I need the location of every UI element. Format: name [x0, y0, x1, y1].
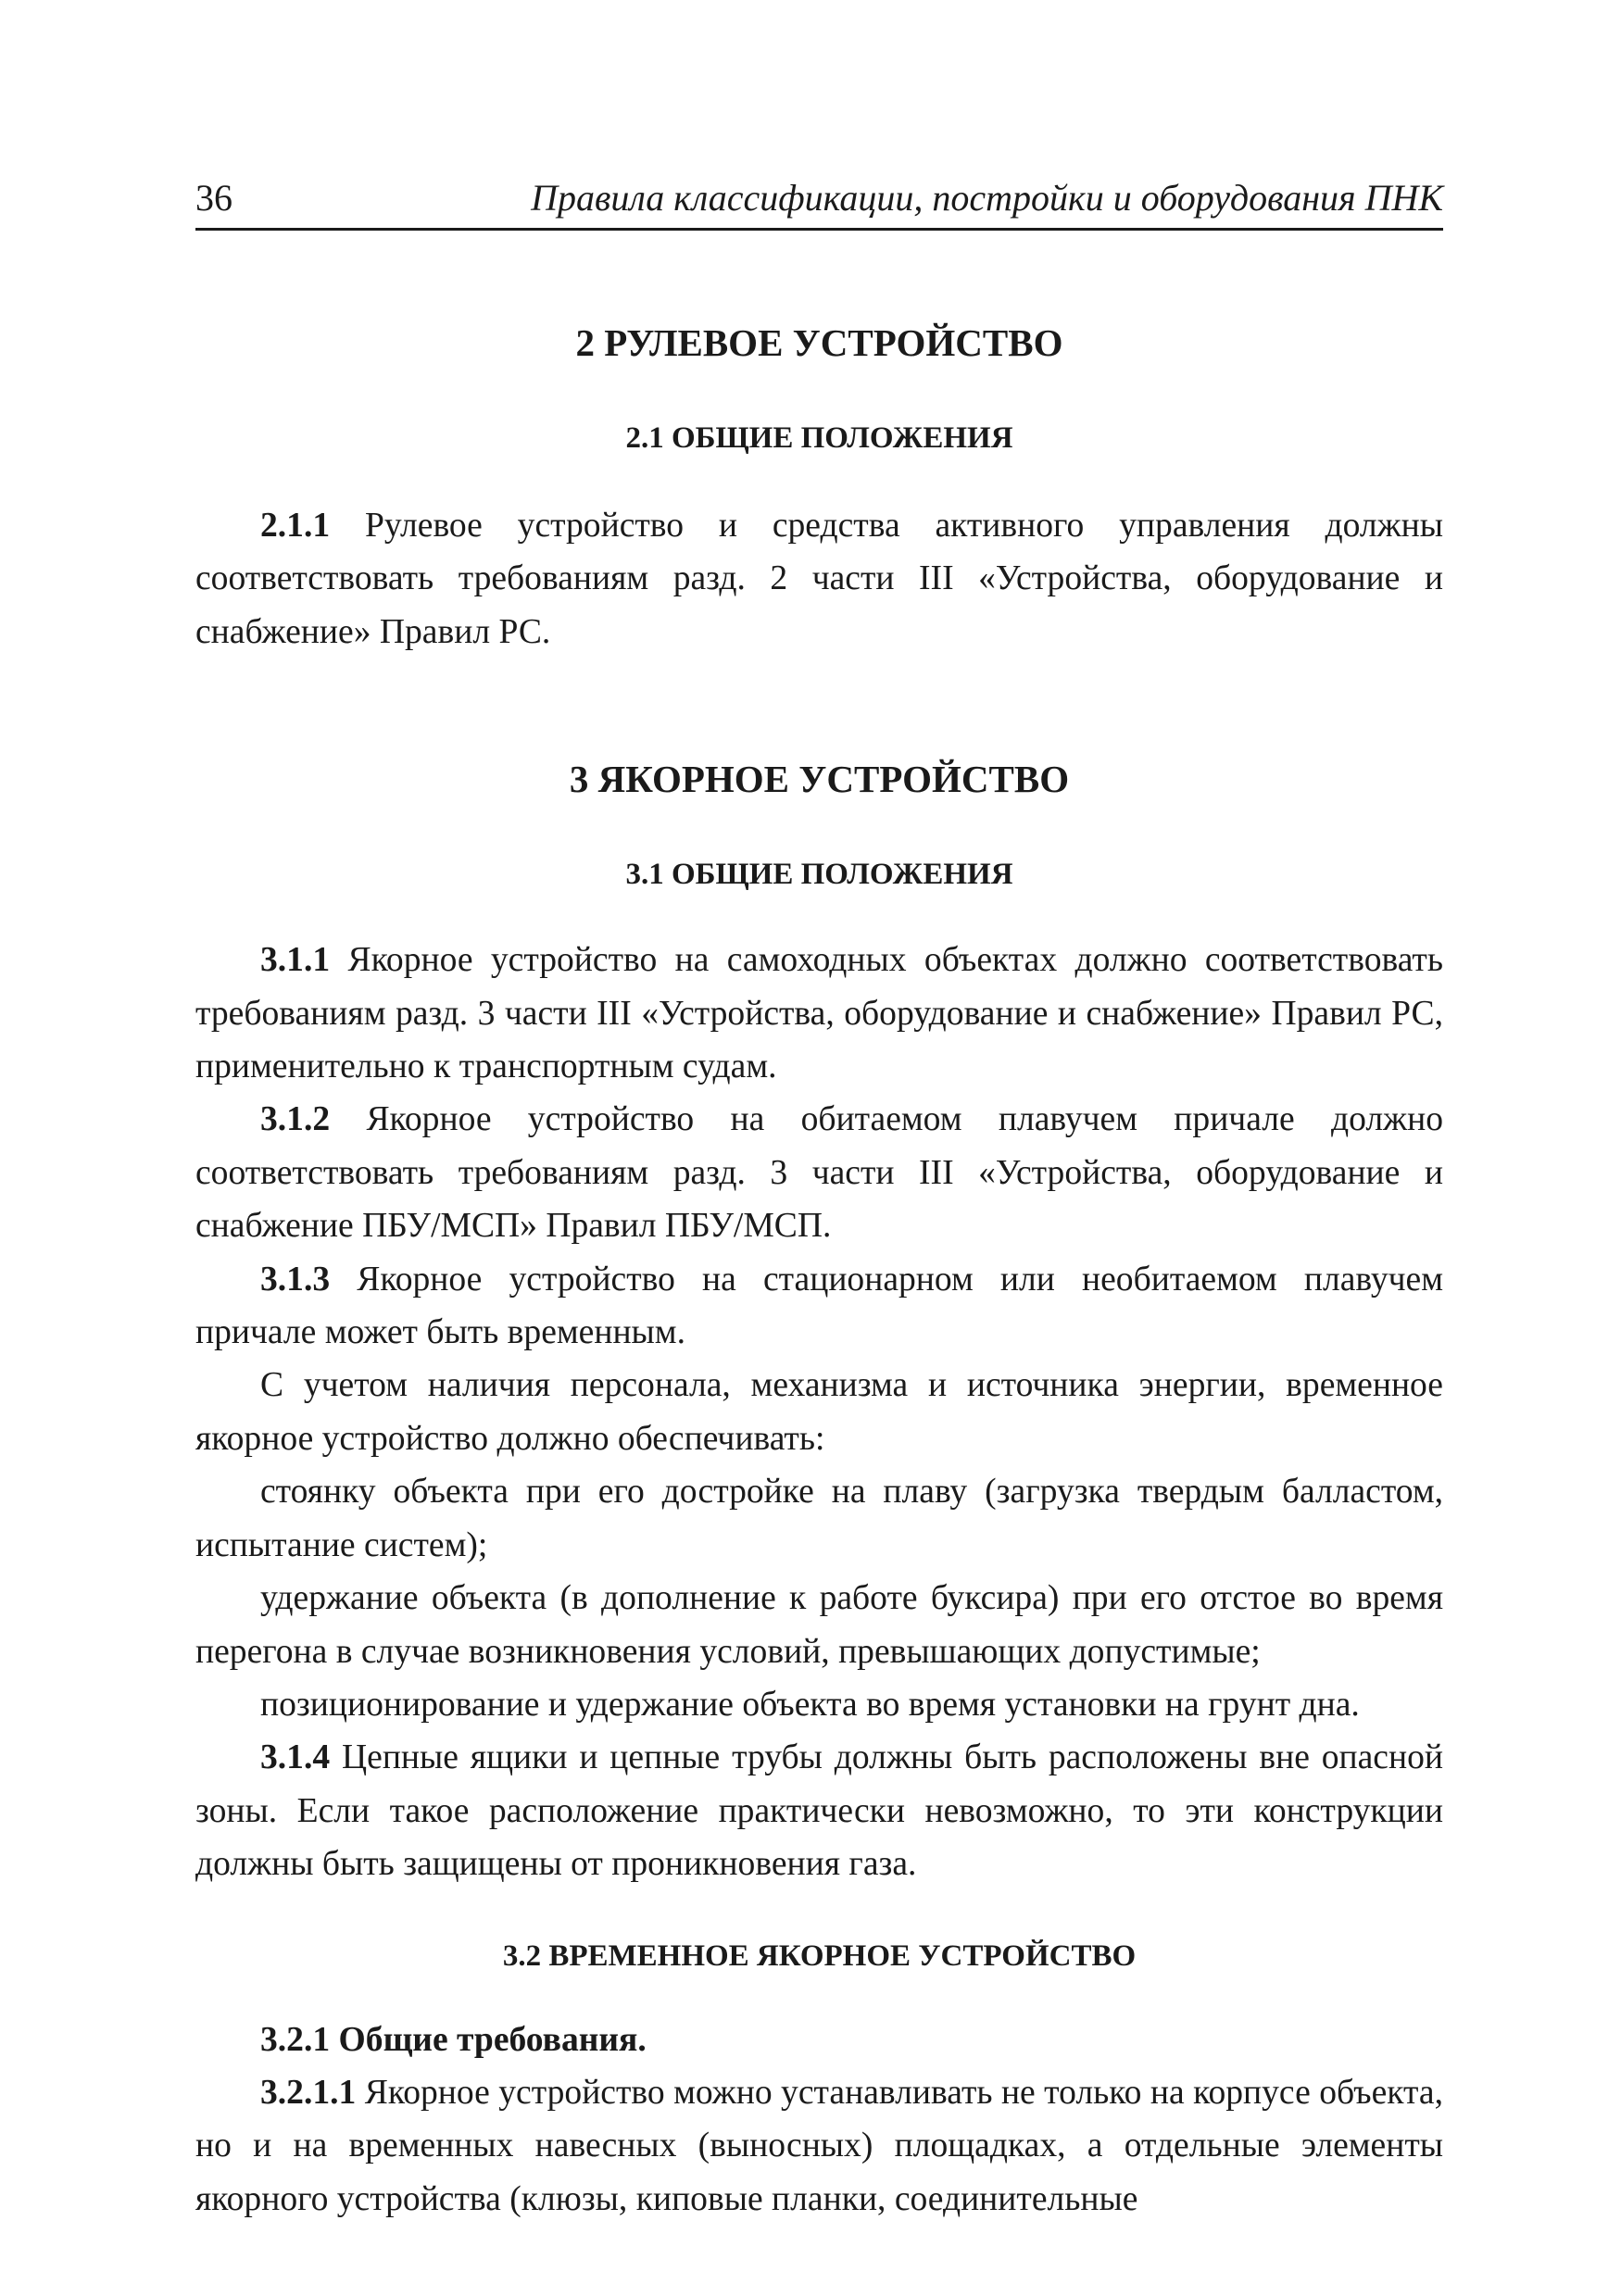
paragraph-3-1-3-item-3: позиционирование и удержание объекта во время установки на грунт дна.	[260, 1685, 1360, 1724]
page-content	[195, 174, 1443, 2226]
paragraph-text: Цепные ящики и цепные трубы должны быть расположены вне опасной зоны. Если такое расположение практически невозможно, то эти конструкции должны быть защищены от проникновения газа.	[195, 1738, 1443, 1884]
paragraph-text: Якорное устройство на самоходных объектах должно соответствовать требованиям разд. 3 части III «Устройства, оборудование и снабжение» Правил РС, применительно к транспортным судам.	[195, 941, 1443, 1086]
running-title: Правила классификации, постройки и оборудования ПНК	[531, 177, 1443, 219]
paragraph-text: Якорное устройство можно устанавливать не только на корпусе объекта, но и на временных навесных (выносных) площадках, а отдельные элементы якорного устройства (клюзы, киповые планки, соединительные	[195, 2073, 1443, 2218]
section-3-title: 3 ЯКОРНОЕ УСТРОЙСТВО	[569, 758, 1070, 801]
paragraph-3-1-1	[195, 934, 1443, 1093]
paragraph-number: 2.1.1	[260, 507, 331, 545]
paragraph-text: Якорное устройство на обитаемом плавучем причале должно соответствовать требованиям разд. 3 части III «Устройства, оборудование и снабжение ПБУ/МСП» Правил ПБУ/МСП.	[195, 1100, 1443, 1246]
paragraph-number: 3.1.3	[260, 1260, 331, 1299]
section-2-title: 2 РУЛЕВОЕ УСТРОЙСТВО	[575, 321, 1063, 364]
paragraph-3-1-4	[195, 1731, 1443, 1890]
paragraph-text: Якорное устройство на стационарном или необитаемом плавучем причале может быть временным.	[195, 1260, 1443, 1352]
paragraph-2-1-1	[195, 499, 1443, 659]
subsection-3-2-title: 3.2 ВРЕМЕННОЕ ЯКОРНОЕ УСТРОЙСТВО	[502, 1938, 1137, 1973]
subsection-2-1-title: 2.1 ОБЩИЕ ПОЛОЖЕНИЯ	[625, 421, 1013, 455]
page-number: 36	[195, 177, 232, 219]
paragraph-3-2-1-1	[195, 2066, 1443, 2226]
paragraph-text: Рулевое устройство и средства активного управления должны соответствовать требованиям разд. 2 части III «Устройства, оборудование и снабжение» Правил РС.	[195, 507, 1443, 651]
paragraph-number: 3.1.1	[260, 941, 331, 980]
paragraph-3-1-3-intro: С учетом наличия персонала, механизма и источника энергии, временное якорное устройство должно обеспечивать:	[195, 1366, 1443, 1458]
paragraph-3-1-3	[195, 1253, 1443, 1360]
running-header	[195, 174, 1443, 222]
paragraph-3-1-3-item-2: удержание объекта (в дополнение к работе буксира) при его отстое во время перегона в случае возникновения условий, превышающих допустимые;	[195, 1579, 1443, 1671]
paragraph-3-1-2	[195, 1093, 1443, 1252]
paragraph-number: 3.1.4	[260, 1738, 331, 1777]
subsection-3-1-title: 3.1 ОБЩИЕ ПОЛОЖЕНИЯ	[625, 858, 1013, 892]
paragraph-3-2-1-heading: 3.2.1 Общие требования.	[260, 2020, 647, 2059]
paragraph-3-1-3-item-1: стоянку объекта при его достройке на плаву (загрузка твердым балластом, испытание систем);	[195, 1473, 1443, 1564]
paragraph-number: 3.2.1.1	[260, 2073, 357, 2112]
header-rule	[195, 228, 1443, 231]
paragraph-number: 3.1.2	[260, 1100, 331, 1139]
